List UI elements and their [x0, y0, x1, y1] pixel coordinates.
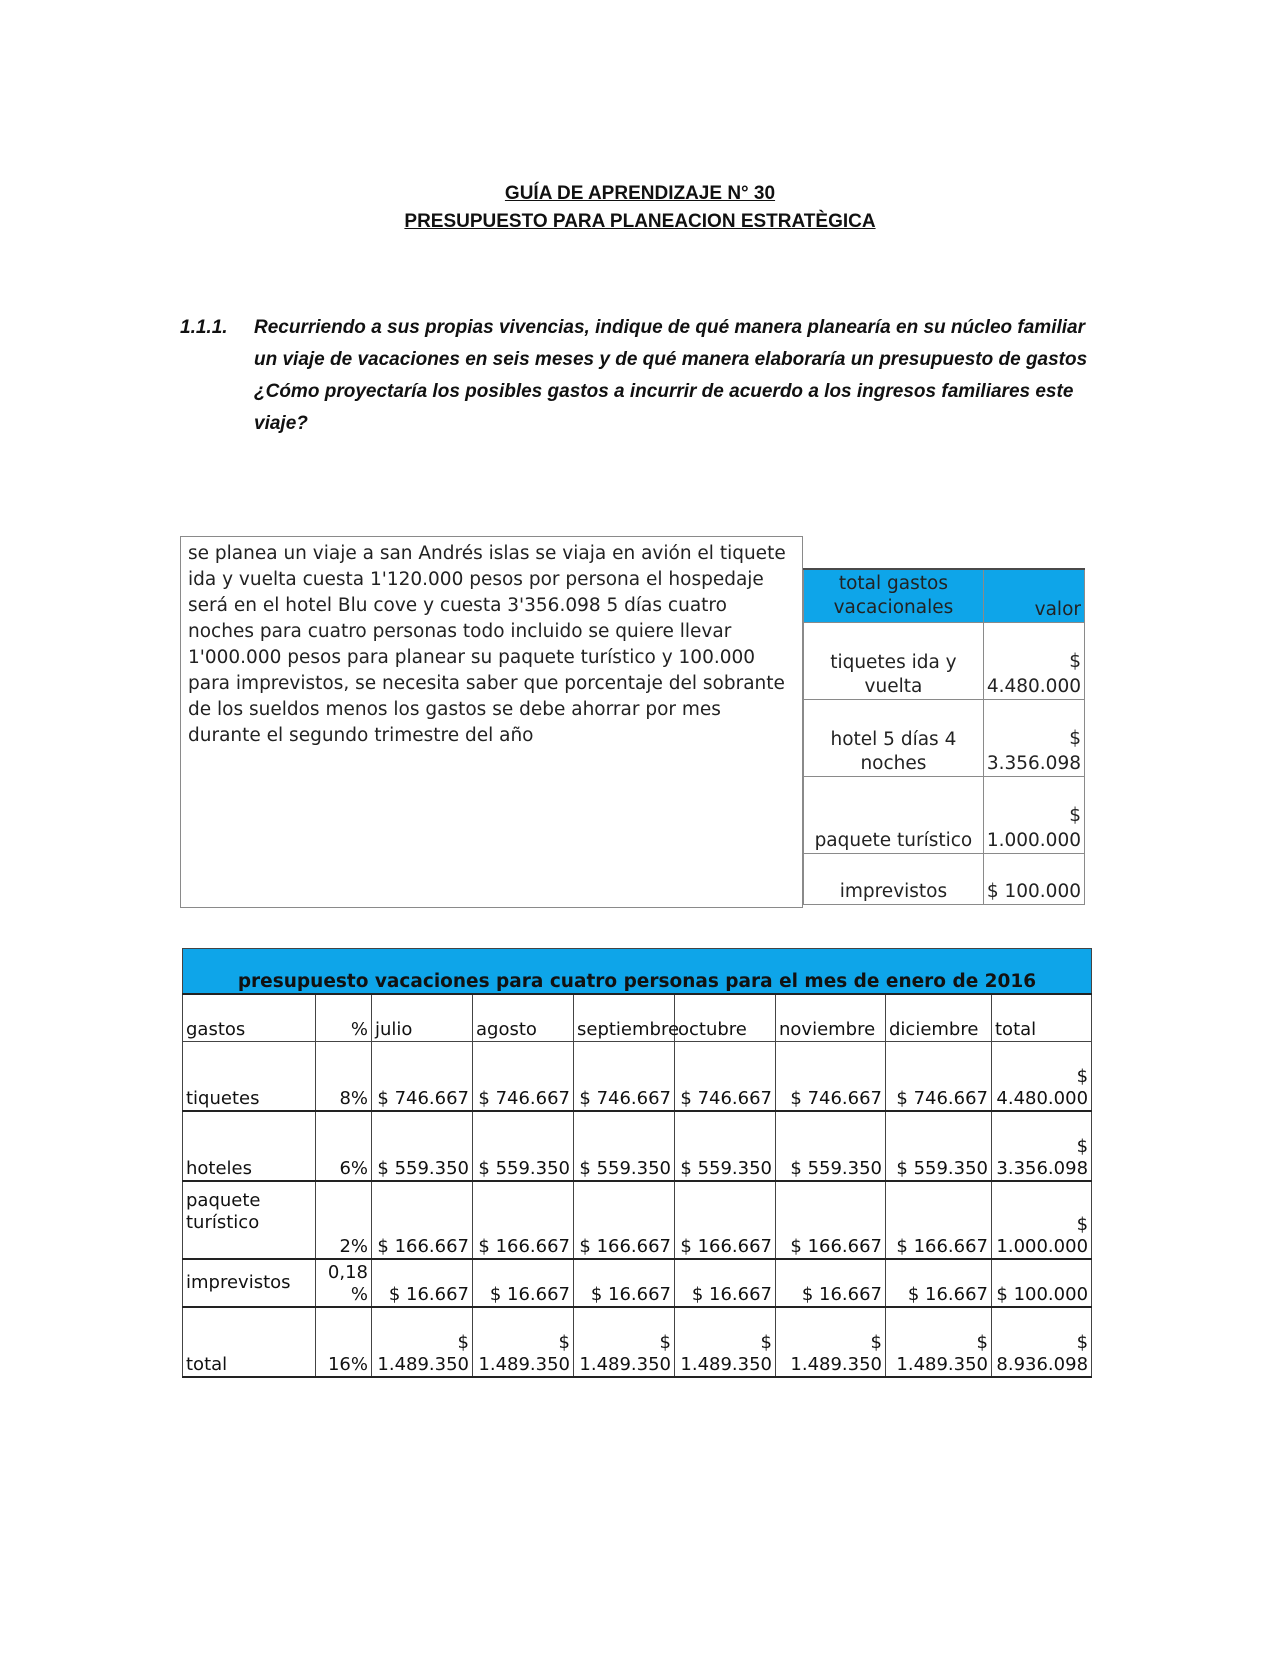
cell-septiembre: $ 16.667: [574, 1259, 675, 1307]
cell-octubre: $ 746.667: [675, 1042, 776, 1112]
cell-diciembre: $ 166.667: [886, 1181, 992, 1259]
cell-noviembre: $ 166.667: [776, 1181, 886, 1259]
expense-concept: tiquetes ida y vuelta: [804, 623, 984, 700]
cell-septiembre: $ 166.667: [574, 1181, 675, 1259]
cell-julio: $ 16.667: [372, 1259, 473, 1307]
cell-diciembre: $ 746.667: [886, 1042, 992, 1112]
cell-agosto: $ 166.667: [473, 1181, 574, 1259]
table-row: [804, 623, 1085, 700]
cell-noviembre: $ 559.350: [776, 1111, 886, 1181]
col-header-octubre: octubre: [675, 994, 776, 1042]
table-row: [183, 1259, 1092, 1307]
cell-agosto: $ 746.667: [473, 1042, 574, 1112]
row-label: tiquetes: [183, 1042, 316, 1112]
cell-total: $ 100.000: [992, 1259, 1092, 1307]
col-header-gastos: gastos: [183, 994, 316, 1042]
cell-julio: $ 746.667: [372, 1042, 473, 1112]
col-header-diciembre: diciembre: [886, 994, 992, 1042]
vacation-budget-table: [182, 948, 1092, 1378]
cell-julio: $ 1.489.350: [372, 1307, 473, 1377]
cell-total: $ 8.936.098: [992, 1307, 1092, 1377]
cell-julio: $ 166.667: [372, 1181, 473, 1259]
cell-octubre: $ 16.667: [675, 1259, 776, 1307]
col-header-pct: %: [316, 994, 372, 1042]
table-row: [183, 1111, 1092, 1181]
cell-noviembre: $ 1.489.350: [776, 1307, 886, 1377]
cell-diciembre: $ 1.489.350: [886, 1307, 992, 1377]
title-line-1: GUÍA DE APRENDIZAJE N° 30: [504, 183, 776, 204]
col-header-julio: julio: [372, 994, 473, 1042]
row-pct: 8%: [316, 1042, 372, 1112]
row-label: imprevistos: [183, 1259, 316, 1307]
row-label: hoteles: [183, 1111, 316, 1181]
cell-diciembre: $ 559.350: [886, 1111, 992, 1181]
expense-value: $ 100.000: [983, 854, 1084, 905]
row-pct: 2%: [316, 1181, 372, 1259]
title-line-2: PRESUPUESTO PARA PLANEACION ESTRATÈGICA: [404, 211, 876, 232]
table-row: [804, 700, 1085, 777]
table-row-total: [183, 1307, 1092, 1377]
header-concept: total gastos vacacionales: [804, 569, 984, 623]
table-row: [804, 777, 1085, 854]
cell-septiembre: $ 746.667: [574, 1042, 675, 1112]
cell-julio: $ 559.350: [372, 1111, 473, 1181]
header-value: valor: [983, 569, 1084, 623]
row-pct: 0,18 %: [316, 1259, 372, 1307]
expense-concept: paquete turístico: [804, 777, 984, 854]
cell-noviembre: $ 746.667: [776, 1042, 886, 1112]
table-header-row: [804, 569, 1085, 623]
expense-concept: hotel 5 días 4 noches: [804, 700, 984, 777]
table-row: [183, 1181, 1092, 1259]
document-title: [0, 180, 1280, 236]
table-header-row: [183, 994, 1092, 1042]
cell-octubre: $ 166.667: [675, 1181, 776, 1259]
cell-total: $ 1.000.000: [992, 1181, 1092, 1259]
row-pct: 16%: [316, 1307, 372, 1377]
cell-noviembre: $ 16.667: [776, 1259, 886, 1307]
expense-value: $ 4.480.000: [983, 623, 1084, 700]
expense-value: $ 3.356.098: [983, 700, 1084, 777]
cell-septiembre: $ 1.489.350: [574, 1307, 675, 1377]
cell-agosto: $ 1.489.350: [473, 1307, 574, 1377]
cell-diciembre: $ 16.667: [886, 1259, 992, 1307]
question-number: 1.1.1.: [180, 317, 228, 338]
row-label: paquete turístico: [183, 1181, 316, 1259]
col-header-agosto: agosto: [473, 994, 574, 1042]
scenario-text-box: se planea un viaje a san Andrés islas se viaja en avión el tiquete ida y vuelta cuesta 1'120.000 pesos por persona el hospedaje será en el hotel Blu cove y cuesta 3'356.098 5 días cuatro noches para cuatro personas todo incluido se quiere llevar 1'000.000 pesos para planear su paquete turístico y 100.000 para imprevistos, se necesita saber que porcentaje del sobrante de los sueldos menos los gastos se debe ahorrar por mes durante el segundo trimestre del año: [180, 536, 803, 908]
budget-caption: presupuesto vacaciones para cuatro personas para el mes de enero de 2016: [183, 949, 1092, 995]
expense-concept: imprevistos: [804, 854, 984, 905]
row-label: total: [183, 1307, 316, 1377]
question-block: [180, 312, 1100, 440]
cell-octubre: $ 1.489.350: [675, 1307, 776, 1377]
table-caption-row: [183, 949, 1092, 995]
row-pct: 6%: [316, 1111, 372, 1181]
cell-septiembre: $ 559.350: [574, 1111, 675, 1181]
table-row: [804, 854, 1085, 905]
cell-octubre: $ 559.350: [675, 1111, 776, 1181]
expense-value: $ 1.000.000: [983, 777, 1084, 854]
col-header-septiembre: septiembre: [574, 994, 675, 1042]
col-header-total: total: [992, 994, 1092, 1042]
col-header-noviembre: noviembre: [776, 994, 886, 1042]
cell-agosto: $ 559.350: [473, 1111, 574, 1181]
cell-total: $ 3.356.098: [992, 1111, 1092, 1181]
cell-agosto: $ 16.667: [473, 1259, 574, 1307]
cell-total: $ 4.480.000: [992, 1042, 1092, 1112]
question-text: Recurriendo a sus propias vivencias, indique de qué manera planearía en su núcleo familiar un viaje de vacaciones en seis meses y de qué manera elaboraría un presupuesto de gastos ¿Cómo proyectaría los posibles gastos a incurrir de acuerdo a los ingresos familiares este viaje?: [254, 317, 1088, 434]
table-row: [183, 1042, 1092, 1112]
vacation-expenses-table: [803, 568, 1085, 905]
